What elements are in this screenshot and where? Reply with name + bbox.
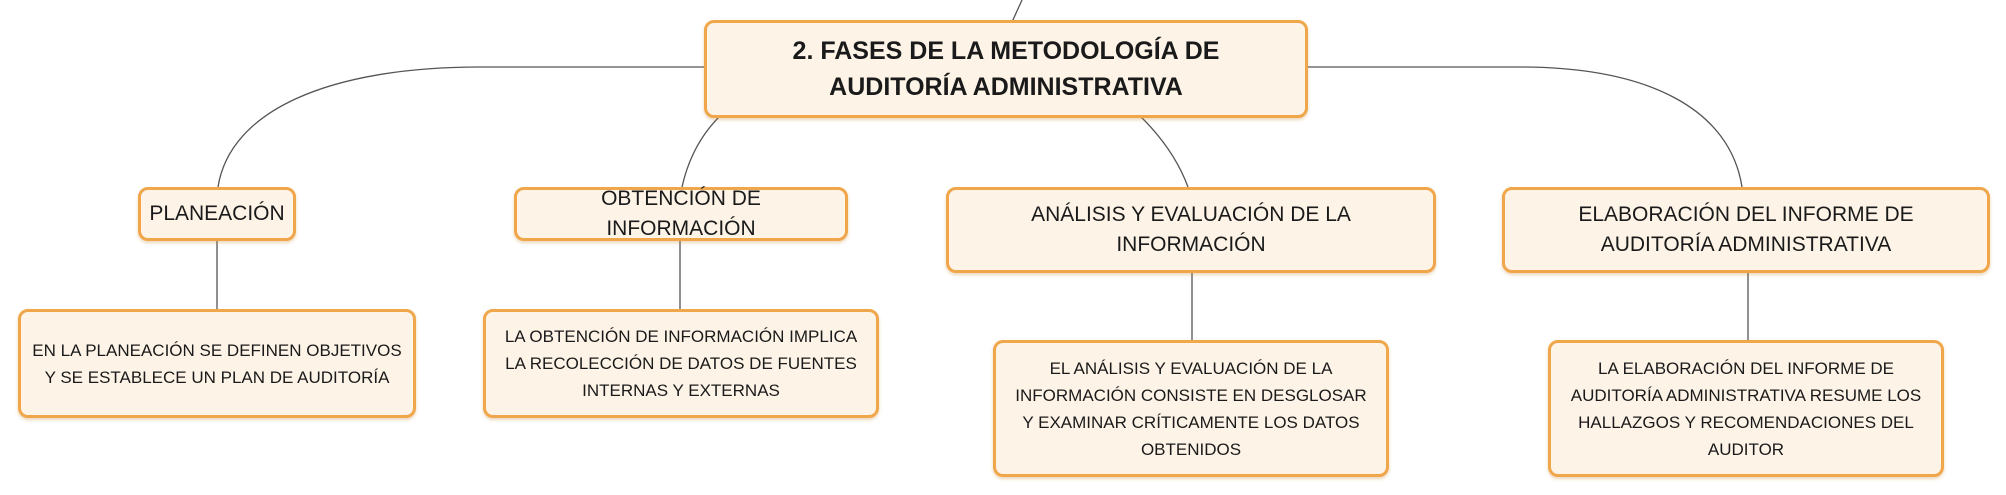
connector-root-to-analisis [1138,114,1188,187]
root-title: 2. FASES DE LA METODOLOGÍA DE AUDITORÍA ADMINISTRATIVA [792,37,1220,101]
desc-node-elaboracion[interactable] [1548,340,1944,477]
root-node[interactable] [704,20,1308,118]
desc-text-elaboracion: LA ELABORACIÓN DEL INFORME DE AUDITORÍA ADMINISTRATIVA RESUME LOS HALLAZGOS Y RECOMENDACIONES DEL AUDITOR [1570,358,1922,459]
phase-label-elaboracion: ELABORACIÓN DEL INFORME DE AUDITORÍA ADMINISTRATIVA [1578,203,1914,256]
phase-label-obtencion: OBTENCIÓN DE INFORMACIÓN [601,187,761,240]
phase-label-planeacion: PLANEACIÓN [149,202,285,225]
desc-text-obtencion: LA OBTENCIÓN DE INFORMACIÓN IMPLICA LA RECOLECCIÓN DE DATOS DE FUENTES INTERNAS Y EXTERNAS [504,327,858,400]
phase-node-obtencion[interactable] [514,187,848,241]
desc-text-planeacion: EN LA PLANEACIÓN SE DEFINEN OBJETIVOS Y SE ESTABLECE UN PLAN DE AUDITORÍA [32,340,402,387]
phase-label-analisis: ANÁLISIS Y EVALUACIÓN DE LA INFORMACIÓN [1031,203,1351,256]
desc-text-analisis: EL ANÁLISIS Y EVALUACIÓN DE LA INFORMACIÓN CONSISTE EN DESGLOSAR Y EXAMINAR CRÍTICAMENTE LOS DATOS OBTENIDOS [1015,358,1367,459]
connector-root-to-obtencion [682,114,722,187]
connector-root-to-elaboracion [1306,67,1742,187]
desc-node-planeacion[interactable] [18,309,416,418]
desc-node-analisis[interactable] [993,340,1389,477]
desc-node-obtencion[interactable] [483,309,879,418]
connector-root-to-planeacion [218,67,704,187]
phase-node-analisis[interactable] [946,187,1436,273]
phase-node-elaboracion[interactable] [1502,187,1990,273]
phase-node-planeacion[interactable] [138,187,296,241]
connector-parent-to-root [1012,0,1022,22]
